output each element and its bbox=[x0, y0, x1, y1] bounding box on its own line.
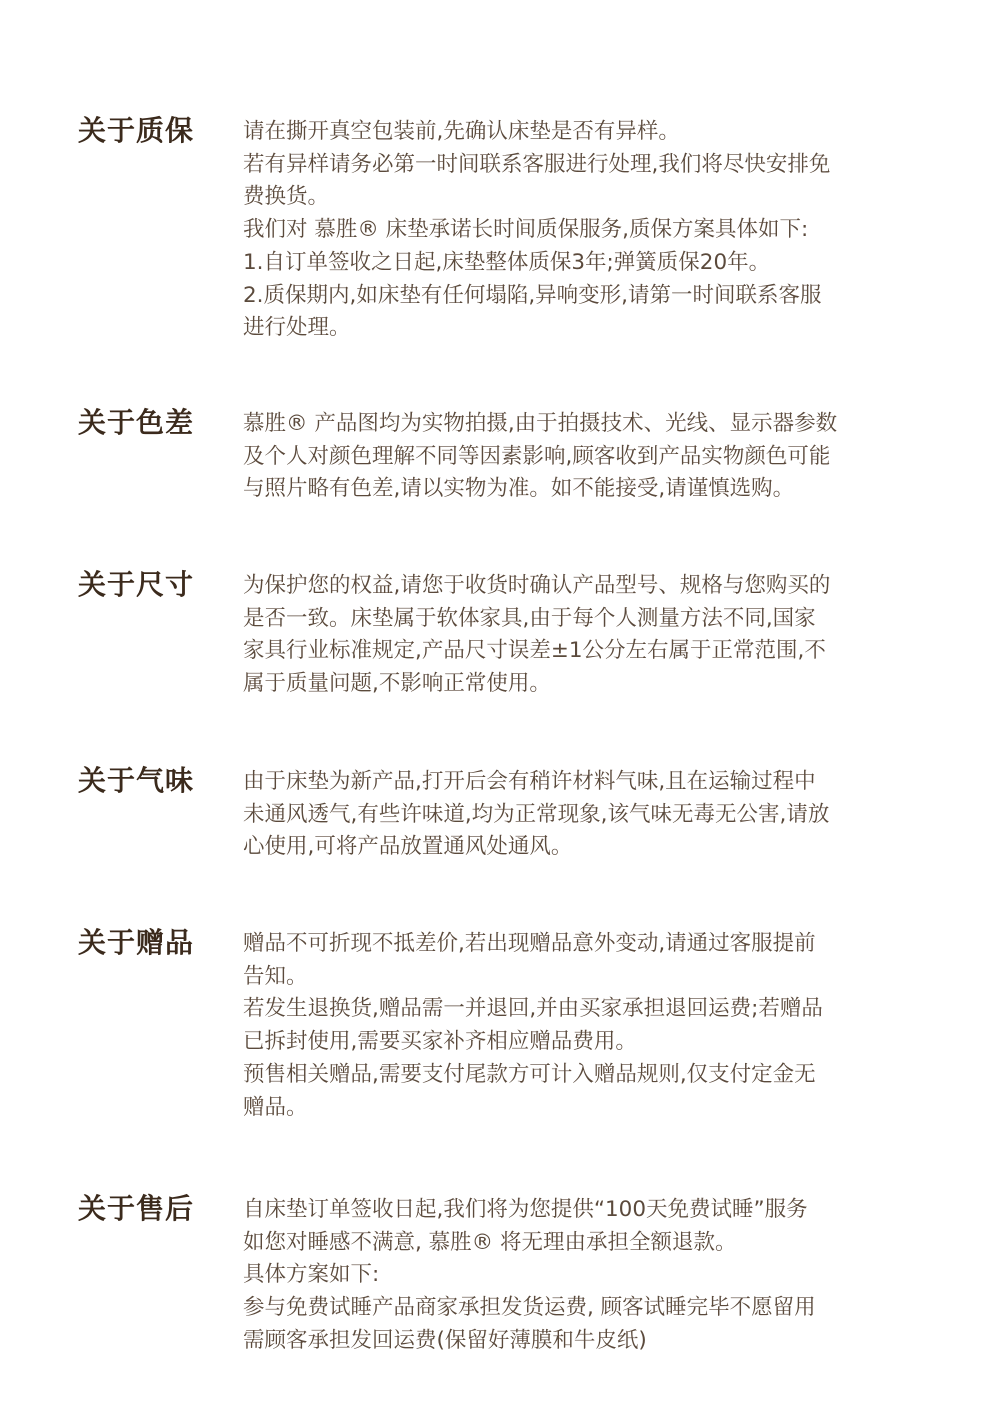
section-title: 关于尺寸 bbox=[78, 568, 195, 601]
text-line: 已拆封使用,需要买家补齐相应赠品费用。 bbox=[243, 1029, 637, 1055]
text-line: 家具行业标准规定,产品尺寸误差±1公分左右属于正常范围,不 bbox=[243, 638, 826, 664]
text-line: 进行处理。 bbox=[243, 315, 351, 341]
text-line: 预售相关赠品,需要支付尾款方可计入赠品规则,仅支付定金无 bbox=[243, 1061, 816, 1087]
text-line: 是否一致。床垫属于软体家具,由于每个人测量方法不同,国家 bbox=[243, 605, 816, 631]
text-line: 未通风透气,有些许味道,均为正常现象,该气味无毒无公害,请放 bbox=[243, 801, 830, 827]
text-line: 具体方案如下: bbox=[243, 1262, 380, 1288]
section-body bbox=[243, 570, 923, 701]
text-line: 心使用,可将产品放置通风处通风。 bbox=[243, 834, 573, 860]
section-title: 关于气味 bbox=[78, 764, 195, 797]
text-line: 赠品。 bbox=[243, 1094, 308, 1120]
text-line: 慕胜® 产品图均为实物拍摄,由于拍摄技术、光线、显示器参数 bbox=[243, 411, 838, 436]
text-line: 为保护您的权益,请您于收货时确认产品型号、规格与您购买的 bbox=[243, 573, 831, 598]
text-line: 我们对 慕胜® 床垫承诺长时间质保服务,质保方案具体如下: bbox=[243, 217, 809, 243]
section-body bbox=[243, 1194, 923, 1358]
section-title: 关于售后 bbox=[78, 1192, 195, 1225]
section-body bbox=[243, 408, 923, 506]
section-body bbox=[243, 116, 923, 345]
text-line: 由于床垫为新产品,打开后会有稍许材料气味,且在运输过程中 bbox=[243, 769, 816, 794]
text-line: 与照片略有色差,请以实物为准。如不能接受,请谨慎选购。 bbox=[243, 476, 795, 502]
section-body bbox=[243, 766, 923, 864]
text-line: 如您对睡感不满意, 慕胜® 将无理由承担全额退款。 bbox=[243, 1229, 737, 1255]
text-line: 2.质保期内,如床垫有任何塌陷,异响变形,请第一时间联系客服 bbox=[243, 282, 822, 308]
section-body bbox=[243, 928, 923, 1124]
text-line: 告知。 bbox=[243, 963, 308, 989]
text-line: 若有异样请务必第一时间联系客服进行处理,我们将尽快安排免 bbox=[243, 151, 831, 177]
section-title: 关于色差 bbox=[78, 406, 195, 439]
text-line: 若发生退换货,赠品需一并退回,并由买家承担退回运费;若赠品 bbox=[243, 996, 823, 1022]
text-line: 参与免费试睡产品商家承担发货运费, 顾客试睡完毕不愿留用 bbox=[243, 1295, 816, 1321]
text-line: 费换货。 bbox=[243, 184, 330, 210]
text-line: 请在撕开真空包装前,先确认床垫是否有异样。 bbox=[243, 119, 680, 144]
text-line: 及个人对颜色理解不同等因素影响,顾客收到产品实物颜色可能 bbox=[243, 443, 831, 469]
text-line: 自床垫订单签收日起,我们将为您提供“100天免费试睡”服务 bbox=[243, 1197, 808, 1222]
text-line: 属于质量问题,不影响正常使用。 bbox=[243, 671, 551, 697]
section-title: 关于质保 bbox=[78, 114, 195, 147]
text-line: 需顾客承担发回运费(保留好薄膜和牛皮纸) bbox=[243, 1327, 647, 1353]
section-title: 关于赠品 bbox=[78, 926, 195, 959]
text-line: 赠品不可折现不抵差价,若出现赠品意外变动,请通过客服提前 bbox=[243, 931, 816, 956]
text-line: 1.自订单签收之日起,床垫整体质保3年;弹簧质保20年。 bbox=[243, 249, 771, 275]
